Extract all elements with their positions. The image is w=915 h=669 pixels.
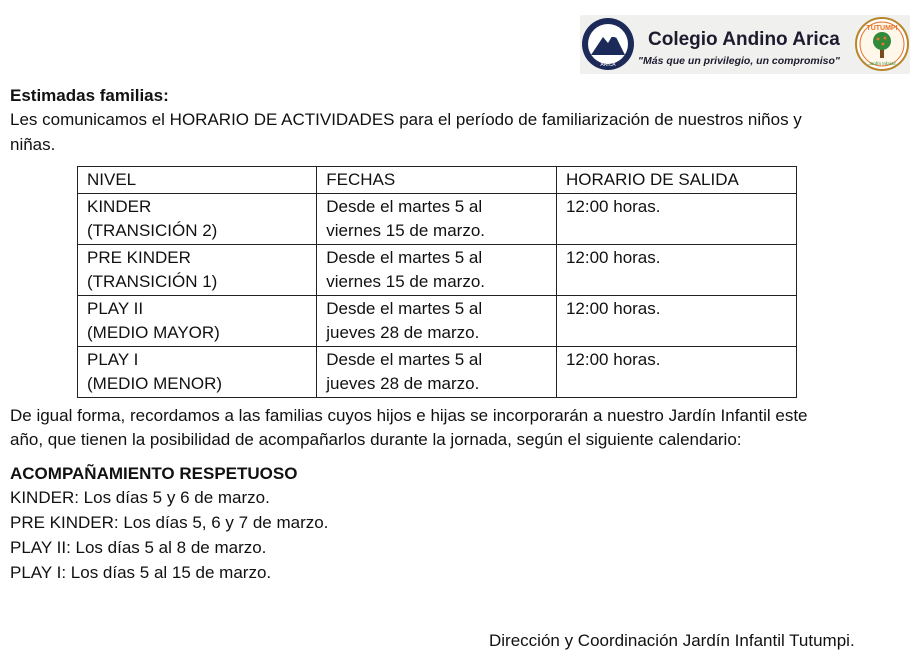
header-horario: HORARIO DE SALIDA <box>556 167 796 194</box>
fechas-line-2: jueves 28 de marzo. <box>326 374 480 393</box>
accompaniment-item: PRE KINDER: Los días 5, 6 y 7 de marzo. <box>10 513 329 532</box>
cell-fechas <box>317 193 557 244</box>
table-row <box>78 193 797 244</box>
accompaniment-item: PLAY I: Los días 5 al 15 de marzo. <box>10 563 272 582</box>
tutumpi-logo-subtext: Jardín Infantil <box>868 61 896 66</box>
schedule-table <box>77 166 797 398</box>
nivel-detail: (TRANSICIÓN 2) <box>87 221 218 240</box>
cell-fechas <box>317 295 557 346</box>
accompaniment-item: KINDER: Los días 5 y 6 de marzo. <box>10 488 270 507</box>
nivel-name: PRE KINDER <box>87 247 191 267</box>
tutumpi-logo <box>855 16 909 72</box>
nivel-name: PLAY II <box>87 298 144 318</box>
cell-horario: 12:00 horas. <box>556 244 796 295</box>
table-row <box>78 295 797 346</box>
header-fechas: FECHAS <box>317 167 557 194</box>
nivel-detail: (MEDIO MENOR) <box>87 374 223 393</box>
cell-nivel <box>78 244 317 295</box>
table-header-row <box>78 167 797 194</box>
cell-fechas <box>317 244 557 295</box>
school-name: Colegio Andino Arica <box>648 29 840 50</box>
greeting: Estimadas familias: <box>10 86 169 105</box>
cell-horario: 12:00 horas. <box>556 346 796 397</box>
school-seal-logo <box>581 17 635 71</box>
fechas-line-2: viernes 15 de marzo. <box>326 221 485 240</box>
intro-line-2: niñas. <box>10 135 56 154</box>
fechas-line-1: Desde el martes 5 al <box>326 349 483 369</box>
intro-line-1: Les comunicamos el HORARIO DE ACTIVIDADES para el período de familiarización de nuestros niños y <box>10 110 802 129</box>
cell-nivel <box>78 193 317 244</box>
fechas-line-2: viernes 15 de marzo. <box>326 272 485 291</box>
table-row <box>78 244 797 295</box>
tutumpi-logo-text: TUTUMPI <box>866 25 898 32</box>
reminder-line-1: De igual forma, recordamos a las familias cuyos hijos e hijas se incorporarán a nuestro Jardín Infantil este <box>10 406 808 425</box>
header-nivel: NIVEL <box>78 167 317 194</box>
header-banner <box>580 15 910 74</box>
accompaniment-item: PLAY II: Los días 5 al 8 de marzo. <box>10 538 267 557</box>
nivel-name: KINDER <box>87 196 152 216</box>
school-slogan: "Más que un privilegio, un compromiso" <box>638 55 840 67</box>
nivel-detail: (MEDIO MAYOR) <box>87 323 220 342</box>
cell-horario: 12:00 horas. <box>556 295 796 346</box>
nivel-detail: (TRANSICIÓN 1) <box>87 272 218 291</box>
cell-nivel <box>78 295 317 346</box>
fechas-line-1: Desde el martes 5 al <box>326 247 483 267</box>
cell-nivel <box>78 346 317 397</box>
table-row <box>78 346 797 397</box>
accompaniment-title: ACOMPAÑAMIENTO RESPETUOSO <box>10 464 298 483</box>
fechas-line-1: Desde el martes 5 al <box>326 298 483 318</box>
fechas-line-2: jueves 28 de marzo. <box>326 323 480 342</box>
nivel-name: PLAY I <box>87 349 139 369</box>
cell-horario: 12:00 horas. <box>556 193 796 244</box>
seal-text: ARICA <box>600 62 616 68</box>
fechas-line-1: Desde el martes 5 al <box>326 196 483 216</box>
cell-fechas <box>317 346 557 397</box>
signature: Dirección y Coordinación Jardín Infantil Tutumpi. <box>489 631 855 650</box>
reminder-line-2: año, que tienen la posibilidad de acompañarlos durante la jornada, según el siguiente calendario: <box>10 430 742 449</box>
